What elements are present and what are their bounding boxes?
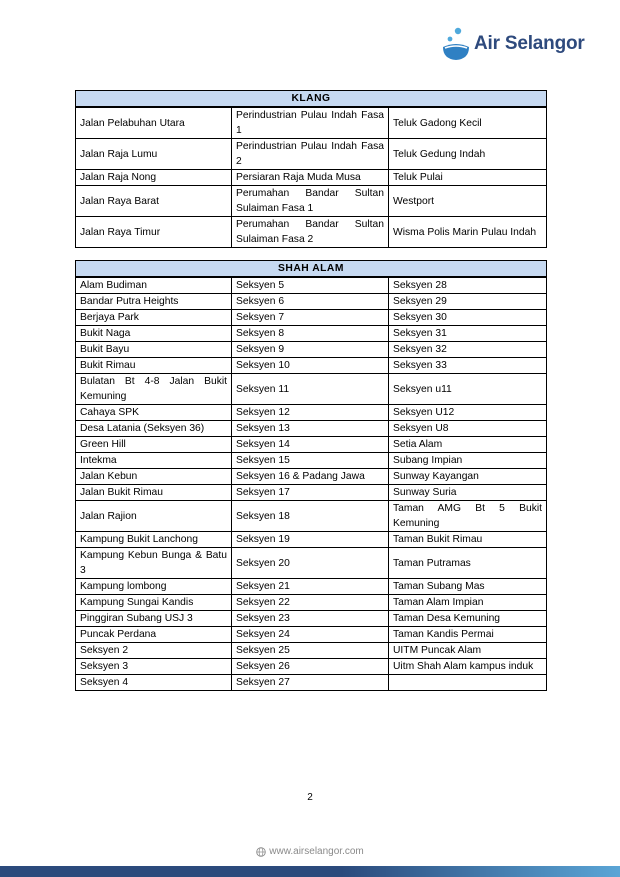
area-cell: Seksyen 33 (389, 358, 547, 374)
area-cell: Seksyen 25 (232, 643, 389, 659)
area-cell: Seksyen 18 (232, 501, 389, 532)
area-cell: Seksyen 32 (389, 342, 547, 358)
area-cell: Kampung lombong (76, 579, 232, 595)
area-cell: Kampung Bukit Lanchong (76, 532, 232, 548)
logo-wordmark: Air Selangor (474, 33, 585, 54)
table-row (76, 579, 547, 595)
area-cell: Seksyen 3 (76, 659, 232, 675)
area-cell: Persiaran Raja Muda Musa (232, 170, 389, 186)
area-cell: Bukit Naga (76, 326, 232, 342)
area-cell: Jalan Bukit Rimau (76, 485, 232, 501)
table-row (76, 421, 547, 437)
area-cell: Taman Kandis Permai (389, 627, 547, 643)
table-row (76, 469, 547, 485)
table-row (76, 532, 547, 548)
area-cell: Seksyen U12 (389, 405, 547, 421)
table-row (76, 277, 547, 294)
area-cell: Seksyen 16 & Padang Jawa (232, 469, 389, 485)
table-row (76, 643, 547, 659)
table-row (76, 186, 547, 217)
table-row (76, 611, 547, 627)
table-row (76, 485, 547, 501)
area-cell: Jalan Pelabuhan Utara (76, 107, 232, 139)
table-row (76, 217, 547, 248)
area-cell: Seksyen 30 (389, 310, 547, 326)
area-cell: Seksyen 21 (232, 579, 389, 595)
area-cell: Seksyen 4 (76, 675, 232, 691)
shah-alam-area-table (75, 260, 547, 691)
footer-url: www.airselangor.com (269, 846, 364, 857)
area-cell: Teluk Pulai (389, 170, 547, 186)
area-cell: Seksyen 19 (232, 532, 389, 548)
area-cell: Perindustrian Pulau Indah Fasa 1 (232, 107, 389, 139)
table-row (76, 170, 547, 186)
area-cell: Teluk Gadong Kecil (389, 107, 547, 139)
area-cell: Taman AMG Bt 5 Bukit Kemuning (389, 501, 547, 532)
area-cell: Seksyen 23 (232, 611, 389, 627)
water-drop-icon (440, 26, 472, 62)
table-row (76, 358, 547, 374)
area-cell: Intekma (76, 453, 232, 469)
table-row (76, 501, 547, 532)
area-cell: Teluk Gedung Indah (389, 139, 547, 170)
area-cell: Seksyen 20 (232, 548, 389, 579)
area-cell: Seksyen 13 (232, 421, 389, 437)
table-row (76, 627, 547, 643)
table-row (76, 139, 547, 170)
area-cell: Jalan Rajion (76, 501, 232, 532)
area-cell: Jalan Raja Nong (76, 170, 232, 186)
area-cell: Seksyen 8 (232, 326, 389, 342)
area-cell: Kampung Sungai Kandis (76, 595, 232, 611)
area-cell: Seksyen 11 (232, 374, 389, 405)
area-cell: Seksyen 2 (76, 643, 232, 659)
area-cell: Wisma Polis Marin Pulau Indah (389, 217, 547, 248)
table-row (76, 453, 547, 469)
area-cell: Bandar Putra Heights (76, 294, 232, 310)
area-cell: Cahaya SPK (76, 405, 232, 421)
area-cell: Jalan Raya Barat (76, 186, 232, 217)
area-cell: Seksyen 6 (232, 294, 389, 310)
table-title: SHAH ALAM (76, 261, 547, 278)
area-cell: Kampung Kebun Bunga & Batu 3 (76, 548, 232, 579)
area-cell: Puncak Perdana (76, 627, 232, 643)
table-row (76, 548, 547, 579)
area-cell: Perumahan Bandar Sultan Sulaiman Fasa 2 (232, 217, 389, 248)
air-selangor-logo (440, 24, 600, 64)
page-number: 2 (307, 792, 313, 803)
table-row (76, 675, 547, 691)
area-cell: Uitm Shah Alam kampus induk (389, 659, 547, 675)
area-cell: Seksyen U8 (389, 421, 547, 437)
area-cell: Seksyen 28 (389, 277, 547, 294)
area-cell: Pinggiran Subang USJ 3 (76, 611, 232, 627)
area-cell: Taman Subang Mas (389, 579, 547, 595)
area-cell: Westport (389, 186, 547, 217)
area-cell: Subang Impian (389, 453, 547, 469)
area-cell: Berjaya Park (76, 310, 232, 326)
area-cell: Green Hill (76, 437, 232, 453)
table-row (76, 374, 547, 405)
area-cell: Seksyen u11 (389, 374, 547, 405)
area-cell: Seksyen 14 (232, 437, 389, 453)
area-cell (389, 675, 547, 691)
area-cell: Perumahan Bandar Sultan Sulaiman Fasa 1 (232, 186, 389, 217)
area-cell: Seksyen 29 (389, 294, 547, 310)
area-cell: Jalan Kebun (76, 469, 232, 485)
footer-website (0, 846, 620, 857)
table-row (76, 595, 547, 611)
area-cell: Setia Alam (389, 437, 547, 453)
table-row (76, 107, 547, 139)
area-cell: Seksyen 9 (232, 342, 389, 358)
area-cell: Alam Budiman (76, 277, 232, 294)
area-cell: Seksyen 15 (232, 453, 389, 469)
area-cell: Perindustrian Pulau Indah Fasa 2 (232, 139, 389, 170)
area-cell: Bulatan Bt 4-8 Jalan Bukit Kemuning (76, 374, 232, 405)
area-cell: Seksyen 17 (232, 485, 389, 501)
area-cell: Taman Alam Impian (389, 595, 547, 611)
area-cell: Seksyen 31 (389, 326, 547, 342)
klang-area-table (75, 90, 547, 248)
area-cell: Bukit Rimau (76, 358, 232, 374)
area-cell: Taman Desa Kemuning (389, 611, 547, 627)
area-cell: Seksyen 24 (232, 627, 389, 643)
table-row (76, 405, 547, 421)
footer-bar (0, 866, 620, 877)
area-cell: Seksyen 7 (232, 310, 389, 326)
area-cell: Seksyen 27 (232, 675, 389, 691)
table-row (76, 342, 547, 358)
table-row (76, 437, 547, 453)
area-cell: Taman Bukit Rimau (389, 532, 547, 548)
area-cell: UITM Puncak Alam (389, 643, 547, 659)
area-cell: Desa Latania (Seksyen 36) (76, 421, 232, 437)
globe-icon (256, 847, 266, 857)
area-cell: Sunway Kayangan (389, 469, 547, 485)
area-cell: Jalan Raja Lumu (76, 139, 232, 170)
area-cell: Taman Putramas (389, 548, 547, 579)
area-cell: Seksyen 12 (232, 405, 389, 421)
area-cell: Sunway Suria (389, 485, 547, 501)
table-row (76, 294, 547, 310)
area-cell: Bukit Bayu (76, 342, 232, 358)
table-row (76, 659, 547, 675)
area-cell: Jalan Raya Timur (76, 217, 232, 248)
area-cell: Seksyen 10 (232, 358, 389, 374)
table-row (76, 310, 547, 326)
area-cell: Seksyen 26 (232, 659, 389, 675)
table-row (76, 326, 547, 342)
area-cell: Seksyen 22 (232, 595, 389, 611)
table-title: KLANG (76, 91, 547, 108)
area-cell: Seksyen 5 (232, 277, 389, 294)
